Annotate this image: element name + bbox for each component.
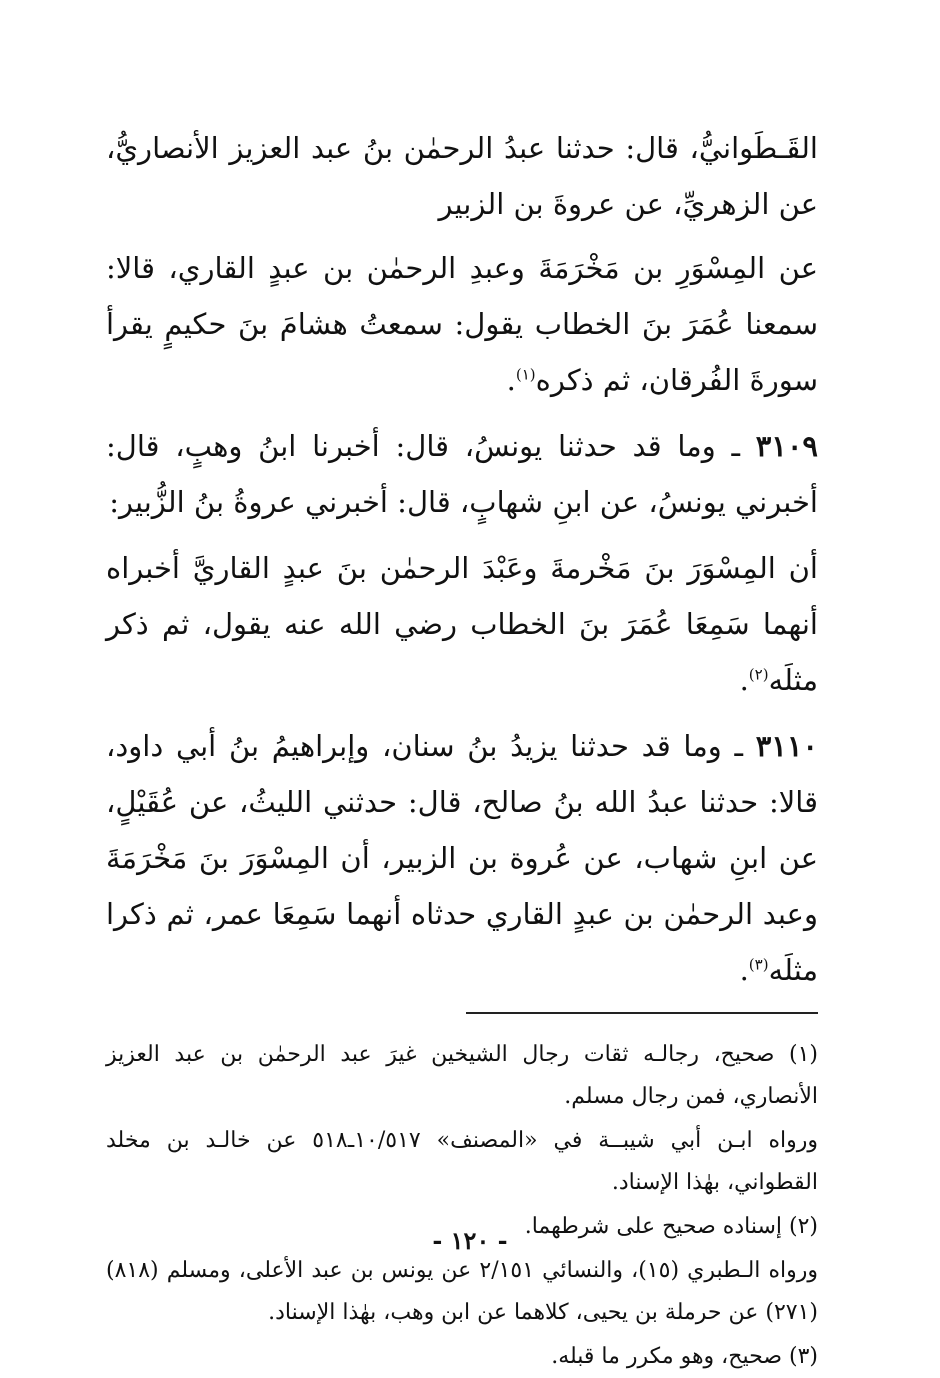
- paragraph-1-text: القَـطَوانيُّ، قال: حدثنا عبدُ الرحمٰن بنُ عبد العزيز الأنصاريُّ، عن الزهريِّ، عن عروةَ بن الزبير: [106, 131, 818, 221]
- footnote-3: (٣) صحيح، وهو مكرر ما قبله.: [551, 1344, 818, 1369]
- footnote-2-continued: ورواه الـطبري (١٥)، والنسائي ٢/١٥١ عن يونس بن عبد الأعلى، ومسلم (٨١٨) (٢٧١) عن حرملة بن يحيى، كلاهما عن ابن وهب، بهٰذا الإسناد.: [106, 1258, 818, 1325]
- hadith-3110: [106, 718, 818, 998]
- hadith-number-3109: ٣١٠٩: [755, 429, 818, 463]
- footnote-ref-2[interactable]: (٢): [748, 665, 769, 684]
- hadith-3109-text: ـ وما قد حدثنا يونسُ، قال: أخبرنا ابنُ وهبٍ، قال: أخبرني يونسُ، عن ابنِ شهابٍ، قال: أخبرني عروةُ بنُ الزُّبير:: [106, 429, 818, 519]
- paragraph-4-text: أن المِسْوَرَ بنَ مَخْرمةَ وعَبْدَ الرحمٰن بنَ عبدٍ القاريَّ أخبراه أنهما سَمِعَا عُمَرَ بنَ الخطاب رضي الله عنه يقول، ثم ذكر مثلَه: [106, 551, 818, 697]
- hadith-3110-text: ـ وما قد حدثنا يزيدُ بنُ سنان، وإبراهيمُ بنُ أبي داود، قالا: حدثنا عبدُ الله بنُ صالح، قال: حدثني الليثُ، عن عُقَيْلٍ، عن ابنِ شهاب، عن عُروة بن الزبير، أن المِسْوَرَ بنَ مَخْرَمَةَ وعبد الرحمٰن بن عبدٍ القاري حدثاه أنهما سَمِعَا عمر، ثم ذكرا مثلَه: [106, 729, 818, 987]
- paragraph-1: [106, 120, 818, 232]
- page-number: - ١٢٠ -: [432, 1226, 508, 1255]
- hadith-number-3110: ٣١١٠: [755, 729, 818, 763]
- footnote-1-continued: ورواه ابـن أبي شيبــة في «المصنف» ١٠/٥١٧ـ٥١٨ عن خالـد بن مخلد القطواني، بهٰذا الإسناد.: [106, 1128, 818, 1195]
- paragraph-4-end: .: [739, 663, 749, 697]
- paragraph-4: [106, 540, 818, 708]
- footnote-2: (٢) إسناده صحيح على شرطهما.: [524, 1214, 818, 1239]
- hadith-3109: [106, 418, 818, 530]
- footnote-divider: [466, 1012, 818, 1014]
- paragraph-2-text: عن المِسْوَرِ بن مَخْرَمَةَ وعبدِ الرحمٰن بن عبدٍ القاري، قالا: سمعنا عُمَرَ بنَ الخطاب يقول: سمعتُ هشامَ بنَ حكيمٍ يقرأ سورةَ الفُرقان، ثم ذكره: [106, 251, 818, 397]
- paragraph-2-end: .: [506, 363, 516, 397]
- footnote-ref-3[interactable]: (٣): [748, 955, 769, 974]
- paragraph-5-end: .: [739, 953, 749, 987]
- paragraph-2: [106, 240, 818, 408]
- footnote-1: (١) صحيح، رجالـه ثقات رجال الشيخين غيرَ عبد الرحمٰن بن عبد العزيز الأنصاري، فمن رجال مسلم.: [106, 1042, 818, 1109]
- footnote-ref-1[interactable]: (١): [515, 365, 536, 384]
